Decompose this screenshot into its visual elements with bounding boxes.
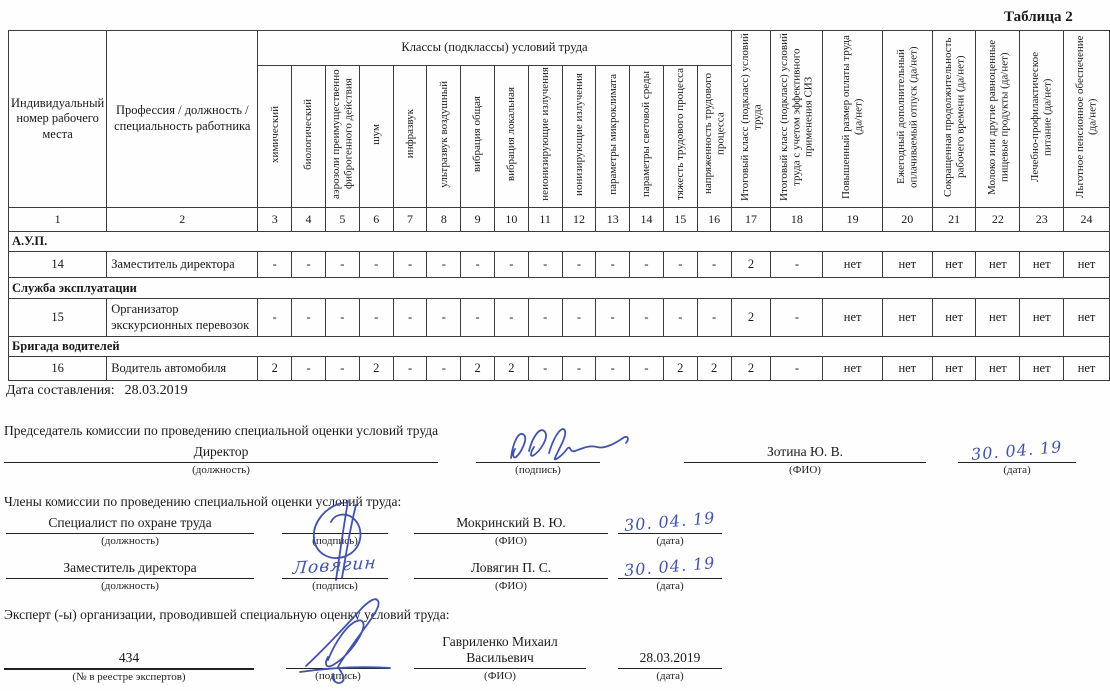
signature-caption: (подпись) — [515, 464, 561, 476]
col-header-workplace-number: Индивидуальный номер рабочего места — [9, 31, 107, 208]
value-cell: нет — [932, 299, 976, 337]
chairman-signature-block — [476, 438, 600, 476]
date-value: 28.03.2019 — [124, 383, 188, 398]
name-caption: (ФИО) — [495, 580, 527, 592]
chairman-name: Зотина Ю. В. — [684, 438, 926, 463]
value-cell: нет — [1020, 299, 1064, 337]
date-caption: (дата) — [656, 580, 684, 592]
col-header-factor-13 — [596, 66, 630, 208]
name-caption: (ФИО) — [495, 535, 527, 547]
value-cell: - — [596, 357, 630, 381]
name-caption: (ФИО) — [789, 464, 821, 476]
value-cell: - — [258, 299, 292, 337]
value-cell: - — [528, 252, 562, 278]
registry-number-caption: (№ в реестре экспертов) — [72, 671, 186, 683]
expert-name-line1: Гавриленко Михаил — [442, 634, 558, 649]
signature-caption: (подпись) — [312, 535, 358, 547]
col-header-factor-6 — [359, 66, 393, 208]
expert-registry-number: 434 — [4, 632, 254, 670]
members-heading: Члены комиссии по проведению специальной оценки условий труда: — [4, 494, 402, 509]
column-number: 22 — [976, 208, 1020, 232]
rotated-header-label: Ежегодный дополнительный оплачиваемый отпуск (да/нет) — [894, 46, 920, 188]
rotated-header-label: Итоговый класс (подкласс) условий труда — [738, 33, 764, 201]
value-cell: - — [325, 252, 359, 278]
member2-position: Заместитель директора — [6, 554, 254, 579]
value-cell: - — [292, 299, 326, 337]
rotated-header-label: вибрация локальная — [505, 86, 518, 182]
rotated-header-label: параметры микроклимата — [606, 73, 619, 195]
value-cell: - — [528, 299, 562, 337]
date-caption: (дата) — [656, 670, 684, 682]
position-caption: (должность) — [101, 535, 159, 547]
value-cell: нет — [823, 357, 883, 381]
value-cell: - — [771, 357, 823, 381]
rotated-header-label: Сокращенная продолжительность рабочего времени (да/нет) — [941, 37, 967, 197]
column-number: 1 — [9, 208, 107, 232]
member1-date-block — [618, 509, 722, 547]
workplace-number-cell: 16 — [9, 357, 107, 381]
value-cell: нет — [976, 299, 1020, 337]
col-header-result-17 — [731, 31, 771, 208]
chairman-signature-line — [476, 438, 600, 463]
value-cell: нет — [976, 357, 1020, 381]
value-cell: - — [630, 357, 664, 381]
col-header-factor-16 — [697, 66, 731, 208]
chairman-name-block — [684, 438, 926, 476]
column-number: 13 — [596, 208, 630, 232]
value-cell: 2 — [663, 357, 697, 381]
col-header-result-18 — [771, 31, 823, 208]
col-header-factor-14 — [630, 66, 664, 208]
col-header-factor-9 — [461, 66, 495, 208]
value-cell: - — [494, 299, 528, 337]
expert-signature-block — [286, 632, 390, 682]
value-cell: нет — [1020, 357, 1064, 381]
col-header-result-20 — [882, 31, 932, 208]
value-cell: - — [393, 357, 427, 381]
date-of-compilation — [6, 383, 188, 399]
member2-name-block — [414, 554, 608, 592]
column-number: 5 — [325, 208, 359, 232]
value-cell: 2 — [731, 357, 771, 381]
value-cell: - — [771, 252, 823, 278]
table-row — [9, 299, 1110, 337]
profession-cell: Водитель автомобиля — [107, 357, 258, 381]
value-cell: - — [427, 299, 461, 337]
expert-date: 28.03.2019 — [618, 632, 722, 669]
rotated-header-label: Льготное пенсионное обеспечение (да/нет) — [1074, 35, 1099, 199]
value-cell: - — [292, 357, 326, 381]
col-header-result-23 — [1020, 31, 1064, 208]
column-number: 7 — [393, 208, 427, 232]
col-header-factor-11 — [528, 66, 562, 208]
expert-date-block — [618, 632, 722, 682]
value-cell: - — [258, 252, 292, 278]
value-cell: - — [461, 299, 495, 337]
chairman-date-block — [958, 438, 1076, 476]
column-number: 2 — [107, 208, 258, 232]
rotated-header-label: тяжесть трудового процесса — [674, 68, 687, 200]
value-cell: нет — [932, 357, 976, 381]
value-cell: - — [427, 252, 461, 278]
value-cell: - — [562, 252, 596, 278]
value-cell: 2 — [359, 357, 393, 381]
workplace-number-cell: 14 — [9, 252, 107, 278]
expert-signature-line — [286, 632, 390, 669]
column-number: 14 — [630, 208, 664, 232]
value-cell: - — [359, 252, 393, 278]
column-number: 6 — [359, 208, 393, 232]
value-cell: нет — [1020, 252, 1064, 278]
member2-date-handwritten: 30. 04. 19 — [623, 553, 717, 580]
expert-name-line2: Васильевич — [466, 650, 534, 665]
col-header-result-21 — [932, 31, 976, 208]
col-group-header-classes: Классы (подклассы) условий труда — [258, 31, 731, 66]
rotated-header-label: химический — [268, 105, 281, 163]
col-header-factor-12 — [562, 66, 596, 208]
column-number: 8 — [427, 208, 461, 232]
value-cell: нет — [823, 252, 883, 278]
section-row — [9, 337, 1110, 357]
column-number: 11 — [528, 208, 562, 232]
value-cell: - — [697, 252, 731, 278]
rotated-header-label: параметры световой среды — [640, 71, 653, 197]
workplace-number-cell: 15 — [9, 299, 107, 337]
chairman-date-handwritten: 30. 04. 19 — [970, 437, 1064, 464]
column-number: 4 — [292, 208, 326, 232]
col-header-result-24 — [1064, 31, 1110, 208]
date-label: Дата составления: — [6, 383, 115, 398]
value-cell: нет — [1064, 299, 1110, 337]
member1-position: Специалист по охране труда — [6, 509, 254, 534]
expert-name — [414, 624, 586, 669]
value-cell: 2 — [697, 357, 731, 381]
date-caption: (дата) — [1003, 464, 1031, 476]
position-caption: (должность) — [192, 464, 250, 476]
name-caption: (ФИО) — [484, 670, 516, 682]
column-number: 16 — [697, 208, 731, 232]
col-header-factor-3 — [258, 66, 292, 208]
value-cell: - — [461, 252, 495, 278]
value-cell: нет — [882, 252, 932, 278]
value-cell: - — [427, 357, 461, 381]
value-cell: нет — [976, 252, 1020, 278]
rotated-header-label: биологический — [302, 98, 315, 170]
value-cell: - — [663, 299, 697, 337]
column-number: 18 — [771, 208, 823, 232]
column-number: 17 — [731, 208, 771, 232]
member1-signature-block — [282, 509, 388, 547]
section-label: Бригада водителей — [9, 337, 1110, 357]
value-cell: - — [325, 357, 359, 381]
signature-caption: (подпись) — [315, 670, 361, 682]
rotated-header-label: инфразвук — [403, 109, 416, 159]
expert-number-block — [4, 632, 254, 683]
member2-name: Ловягин П. С. — [414, 554, 608, 579]
member1-signature-line — [282, 509, 388, 534]
value-cell: - — [292, 252, 326, 278]
col-header-factor-5 — [325, 66, 359, 208]
signature-caption: (подпись) — [312, 580, 358, 592]
column-number: 21 — [932, 208, 976, 232]
rotated-header-label: Лечебно-профилактическое питание (да/нет) — [1029, 51, 1054, 183]
col-header-factor-7 — [393, 66, 427, 208]
header-row-numbers — [9, 208, 1110, 232]
column-number: 20 — [882, 208, 932, 232]
expert-name-block — [414, 624, 586, 682]
table-title: Таблица 2 — [1004, 9, 1073, 25]
rotated-header-label: ионизирующие излучения — [572, 72, 585, 196]
value-cell: - — [630, 252, 664, 278]
chairman-position-block — [4, 438, 438, 476]
col-header-factor-4 — [292, 66, 326, 208]
section-row — [9, 232, 1110, 252]
rotated-header-label: неионизирующие излучения — [539, 67, 551, 201]
member2-signature-icon: Ловягин — [292, 553, 378, 579]
value-cell: - — [325, 299, 359, 337]
section-label: А.У.П. — [9, 232, 1110, 252]
col-header-result-19 — [823, 31, 883, 208]
col-header-profession: Профессия / должность / специальность работника — [107, 31, 258, 208]
member1-name-block — [414, 509, 608, 547]
rotated-header-label: вибрация общая — [471, 95, 484, 173]
value-cell: нет — [882, 357, 932, 381]
value-cell: - — [771, 299, 823, 337]
col-header-result-22 — [976, 31, 1020, 208]
column-number: 15 — [663, 208, 697, 232]
value-cell: нет — [823, 299, 883, 337]
value-cell: нет — [932, 252, 976, 278]
member1-date-handwritten: 30. 04. 19 — [623, 508, 717, 535]
value-cell: - — [630, 299, 664, 337]
value-cell: - — [562, 299, 596, 337]
value-cell: нет — [1064, 357, 1110, 381]
rotated-header-label: Повышенный размер оплаты труда (да/нет) — [840, 35, 865, 199]
rotated-header-label: аэрозоли преимущественно фиброгенного действия — [330, 69, 355, 199]
value-cell: - — [494, 252, 528, 278]
profession-cell: Организатор экскурсионных перевозок — [107, 299, 258, 337]
rotated-header-label: Молоко или другие равноценные пищевые продукты (да/нет) — [985, 39, 1010, 195]
value-cell: 2 — [731, 299, 771, 337]
value-cell: 2 — [258, 357, 292, 381]
member2-position-block — [6, 554, 254, 592]
value-cell: - — [393, 252, 427, 278]
value-cell: 2 — [731, 252, 771, 278]
chairman-position: Директор — [4, 438, 438, 463]
column-number: 9 — [461, 208, 495, 232]
value-cell: - — [393, 299, 427, 337]
chairman-heading: Председатель комиссии по проведению специальной оценки условий труда — [4, 423, 439, 438]
value-cell: нет — [882, 299, 932, 337]
value-cell: - — [596, 252, 630, 278]
date-caption: (дата) — [656, 535, 684, 547]
profession-cell: Заместитель директора — [107, 252, 258, 278]
value-cell: нет — [1064, 252, 1110, 278]
expert-heading: Эксперт (-ы) организации, проводившей специальную оценку условий труда: — [4, 607, 450, 622]
value-cell: - — [663, 252, 697, 278]
col-header-factor-15 — [663, 66, 697, 208]
value-cell: - — [562, 357, 596, 381]
rotated-header-label: напряженность трудового процесса — [701, 73, 727, 195]
value-cell: 2 — [461, 357, 495, 381]
rotated-header-label: Итоговый класс (подкласс) условий труда с учетом эффективного применения СИЗ — [778, 33, 816, 201]
position-caption: (должность) — [101, 580, 159, 592]
value-cell: - — [359, 299, 393, 337]
column-number: 10 — [494, 208, 528, 232]
assessment-table — [8, 30, 1110, 381]
col-header-factor-10 — [494, 66, 528, 208]
member2-signature-block — [282, 554, 388, 592]
column-number: 3 — [258, 208, 292, 232]
rotated-header-label: шум — [370, 123, 383, 145]
value-cell: - — [697, 299, 731, 337]
value-cell: 2 — [494, 357, 528, 381]
column-number: 24 — [1064, 208, 1110, 232]
member1-position-block — [6, 509, 254, 547]
table-row — [9, 357, 1110, 381]
section-label: Служба эксплуатации — [9, 278, 1110, 299]
column-number: 23 — [1020, 208, 1064, 232]
column-number: 19 — [823, 208, 883, 232]
table-row — [9, 252, 1110, 278]
member1-name: Мокринский В. Ю. — [414, 509, 608, 534]
column-number: 12 — [562, 208, 596, 232]
header-row-groups — [9, 31, 1110, 66]
value-cell: - — [596, 299, 630, 337]
member2-date-block — [618, 554, 722, 592]
rotated-header-label: ультразвук воздушный — [437, 80, 450, 188]
section-row — [9, 278, 1110, 299]
col-header-factor-8 — [427, 66, 461, 208]
value-cell: - — [528, 357, 562, 381]
